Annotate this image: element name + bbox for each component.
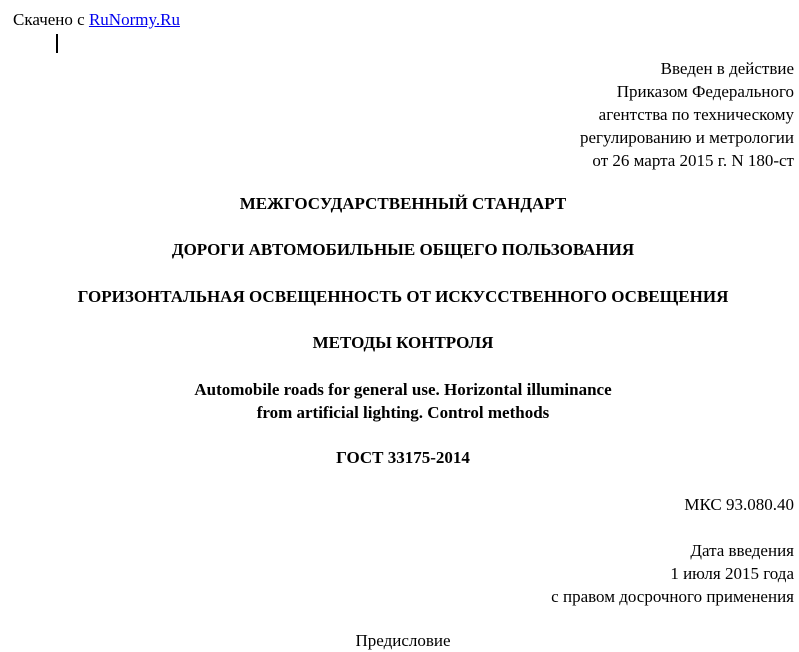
english-title-line-2: from artificial lighting. Control methods — [256, 403, 550, 422]
date-line: с правом досрочного применения — [551, 587, 794, 606]
enactment-line: Введен в действие — [660, 59, 794, 78]
preface-heading: Предисловие — [355, 631, 451, 650]
date-line: Дата введения — [690, 541, 794, 560]
enactment-line: агентства по техническому — [598, 105, 794, 124]
mks-code: МКС 93.080.40 — [684, 495, 794, 514]
date-line: 1 июля 2015 года — [670, 564, 794, 583]
english-title — [0, 378, 799, 424]
source-line — [13, 9, 180, 31]
source-prefix: Скачено с — [13, 10, 89, 29]
title-line-1: ДОРОГИ АВТОМОБИЛЬНЫЕ ОБЩЕГО ПОЛЬЗОВАНИЯ — [171, 240, 635, 259]
english-title-line-1: Automobile roads for general use. Horizontal illuminance — [194, 380, 612, 399]
enactment-line: Приказом Федерального — [616, 82, 794, 101]
enactment-line: регулированию и метрологии — [579, 128, 794, 147]
enactment-block — [580, 57, 794, 172]
introduction-date-block — [551, 539, 794, 608]
standard-code: ГОСТ 33175-2014 — [336, 448, 470, 467]
enactment-line: от 26 марта 2015 г. N 180-ст — [592, 151, 794, 170]
runormy-link[interactable]: RuNormy.Ru — [88, 10, 180, 29]
title-line-3: МЕТОДЫ КОНТРОЛЯ — [312, 333, 494, 352]
title-line-2: ГОРИЗОНТАЛЬНАЯ ОСВЕЩЕННОСТЬ ОТ ИСКУССТВЕННОГО ОСВЕЩЕНИЯ — [77, 287, 729, 306]
text-cursor — [56, 34, 58, 53]
standard-type-heading: МЕЖГОСУДАРСТВЕННЫЙ СТАНДАРТ — [239, 194, 567, 213]
